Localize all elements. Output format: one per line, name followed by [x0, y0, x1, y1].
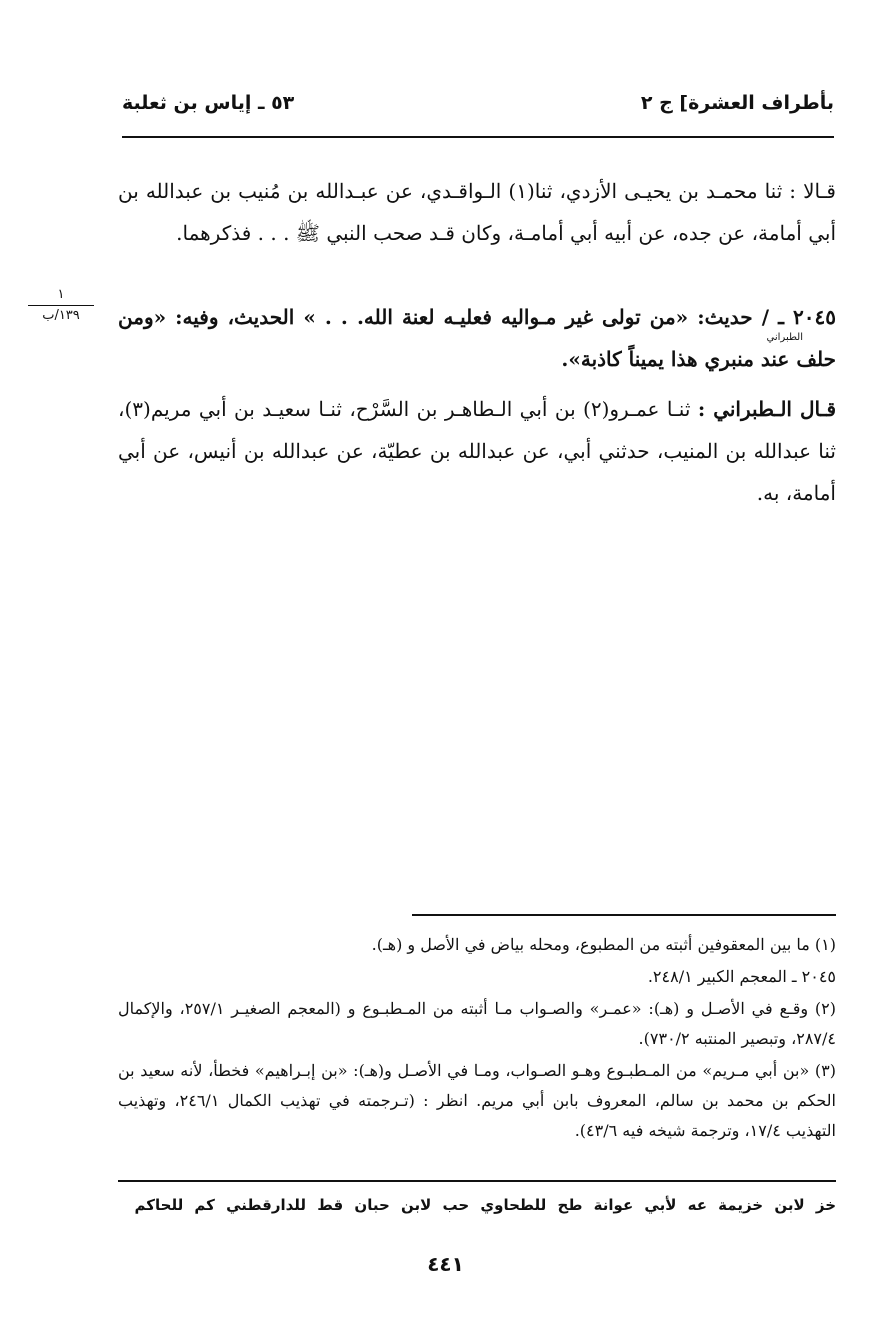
header-book-title: بأطراف العشرة] ج ٢: [640, 92, 834, 114]
paragraph-isnad-1: قـالا : ثنا محمـد بن يحيـى الأزدي، ثنا(١) الـواقـدي، عن عبـدالله بن مُنيب بن عبدالله بن أبي أمامة، عن جده، عن أبيه أبي أمامـة، وكان قـد صحب النبي ﷺ . . . فذكرهما.: [118, 179, 836, 245]
footnote-2: (٢) وقـع في الأصـل و (هـ): «عمـر» والصـواب مـا أثبته من المـطبـوع و (المعجم الصغيـر ٢٥٧/١، والإكمال ٢٨٧/٤، وتبصير المنتبه ٧٣٠/٢).: [118, 999, 836, 1048]
manuscript-folio-note: [28, 287, 94, 324]
paragraph-hadith-2045: [118, 296, 836, 380]
running-header: [122, 92, 834, 126]
hadith-number: ٢٠٤٥: [793, 305, 836, 329]
footnote-1: (١) ما بين المعقوفين أثبته من المطبوع، ومحله بياض في الأصل و (هـ).: [371, 935, 836, 954]
footnote-source: ٢٠٤٥ ـ المعجم الكبير ٢٤٨/١.: [647, 967, 836, 986]
bottom-rule: [118, 1180, 836, 1182]
paragraph-isnad-tabarani: [118, 388, 836, 514]
hadith-text: ـ / حديث: «من تولى غير مـواليه فعليـه لعنة الله. . . » الحديث، وفيه: «ومن حلف عند منبري هذا يميناً كاذبة».: [118, 305, 836, 371]
header-rule: [122, 136, 834, 138]
footnote-3: (٣) «بن أبي مـريم» من المـطبـوع وهـو الصـواب، ومـا في الأصـل و(هـ): «بن إبـراهيم» فخطأ، لأنه سعيد بن الحكم بن محمد بن سالم، المعروف بابن أبي مريم. انظر : (تـرجمته في تهذيب الكمال ٢٤٦/١، وتهذيب التهذيب ١٧/٤، وترجمة شيخه فيه ٤٣/٦).: [118, 1061, 836, 1140]
header-section-title: ٥٣ ـ إياس بن ثعلبة: [122, 92, 295, 114]
folio-fraction-bottom: ١٣٩/ب: [42, 308, 80, 323]
footnotes: [118, 930, 836, 1148]
tabarani-lead: قـال الـطبراني :: [697, 397, 837, 421]
abbreviations-key: خز لابن خزيمة عه لأبي عوانة طح للطحاوي حب لابن حبان قط للدارقطني كم للحاكم: [134, 1196, 836, 1214]
margin-source-label: الطبراني: [766, 332, 803, 343]
folio-fraction-top: ١: [57, 287, 65, 302]
page-number: ٤٤١: [427, 1252, 464, 1276]
folio-fraction-bar: [28, 305, 94, 306]
tabarani-isnad: ثنـا عمـرو(٢) بن أبي الـطاهـر بن السَّرْح، ثنـا سعيـد بن أبي مريم(٣)، ثنا عبدالله بن المنيب، حدثني أبي، عن عبدالله بن عطيّة، عن عبدالله بن أنيس، عن أبي أمامة، به.: [118, 397, 836, 505]
footnote-rule: [412, 914, 836, 916]
